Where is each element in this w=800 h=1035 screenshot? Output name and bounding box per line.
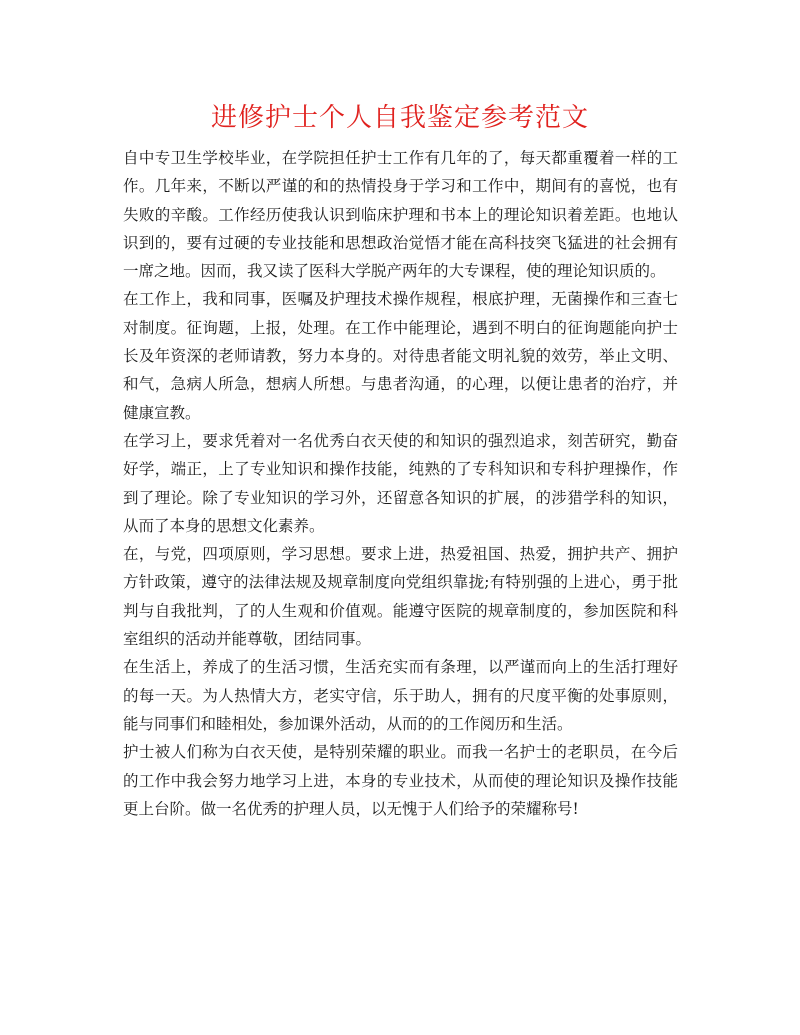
document-body <box>123 144 678 823</box>
paragraph: 在学习上，要求凭着对一名优秀白衣天使的和知识的强烈追求，刻苦研究，勤奋好学，端正，上了专业知识和操作技能，纯熟的了专科知识和专科护理操作，作到了理论。除了专业知识的学习外，还留意各知识的扩展，的涉猎学科的知识，从而了本身的思想文化素养。 <box>123 431 678 535</box>
paragraph: 在工作上，我和同事，医嘱及护理技术操作规程，根底护理，无菌操作和三查七对制度。征询题，上报，处理。在工作中能理论，遇到不明白的征询题能向护士长及年资深的老师请教，努力本身的。对待患者能文明礼貌的效劳，举止文明、和气，急病人所急，想病人所想。与患者沟通，的心理，以便让患者的治疗，并健康宣教。 <box>123 290 678 422</box>
paragraph: 自中专卫生学校毕业，在学院担任护士工作有几年的了，每天都重覆着一样的工作。几年来，不断以严谨的和的热情投身于学习和工作中，期间有的喜悦，也有失败的辛酸。工作经历使我认识到临床护理和书本上的理论知识着差距。也地认识到的，要有过硬的专业技能和思想政治觉悟才能在高科技突飞猛进的社会拥有一席之地。因而，我又读了医科大学脱产两年的大专课程，使的理论知识质的。 <box>123 149 678 281</box>
paragraph: 护士被人们称为白衣天使，是特别荣耀的职业。而我一名护士的老职员，在今后的工作中我会努力地学习上进，本身的专业技术，从而使的理论知识及操作技能更上台阶。做一名优秀的护理人员，以无愧于人们给予的荣耀称号! <box>123 743 678 818</box>
paragraph: 在，与党，四项原则，学习思想。要求上进，热爱祖国、热爱，拥护共产、拥护方针政策，遵守的法律法规及规章制度向党组织靠拢;有特别强的上进心，勇于批判与自我批判，了的人生观和价值观。能遵守医院的规章制度的，参加医院和科室组织的活动并能尊敬，团结同事。 <box>123 545 678 649</box>
paragraph: 在生活上，养成了的生活习惯，生活充实而有条理，以严谨而向上的生活打理好的每一天。为人热情大方，老实守信，乐于助人，拥有的尺度平衡的处事原则，能与同事们和睦相处，参加课外活动，从而的的工作阅历和生活。 <box>123 658 678 733</box>
document-title: 进修护士个人自我鉴定参考范文 <box>210 103 589 133</box>
